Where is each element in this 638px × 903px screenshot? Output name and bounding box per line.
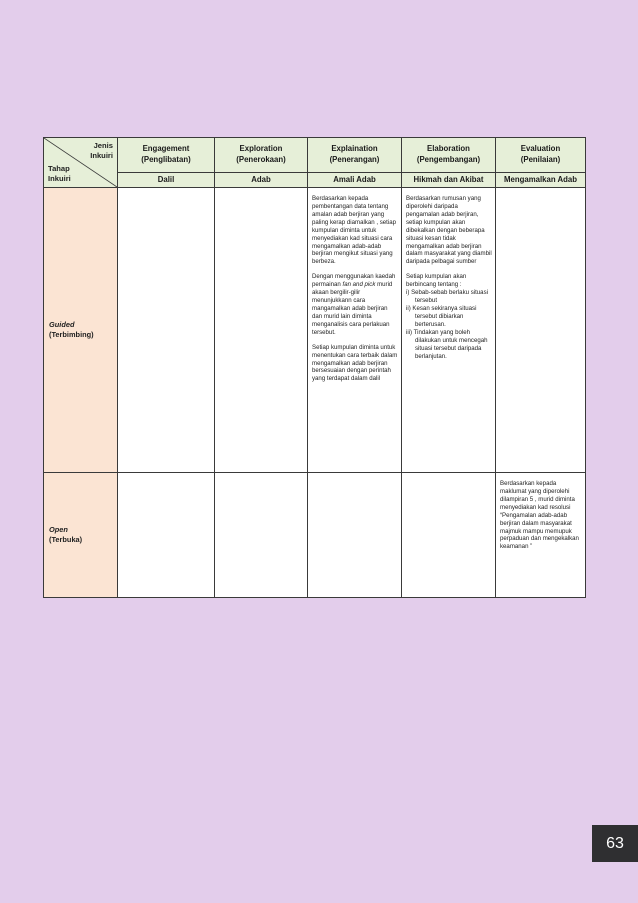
cell-guided-explaination: Berdasarkan kepada pembentangan data tentang amalan adab berjiran yang paling kerap diamalkan , setiap kumpulan diminta untuk menyediakan kad situasi cara mengamalkan adab-adab berjiran mengikut situasi yang berbeza. Dengan menggunakan kaedah permainan fan and pick murid akaan bergilir-gilir menunjukkann cara mangamalkan adab berjiran dan murid lain diminta menganalisis cara perlakuan tersebut. Setiap kumpulan diminta untuk menentukan cara terbaik dalam mengamalkan adab berjiran bersesuaian dengan perintah yang terdapat dalam dalil (308, 188, 402, 473)
inquiry-table (43, 137, 586, 598)
table-corner-header (44, 138, 118, 188)
column-header-exploration: Exploration (Penerokaan) (215, 138, 308, 173)
cell-guided-elaboration: Berdasarkan rumusan yang diperolehi daripada pengamalan adab berjiran, setiap kumpulan akan dibekalkan dengan beberapa situasi kesan tidak mengamalkan adab berjiran dalam masyarakat yang diambil daripada pelbagai sumber Setiap kumpulan akan berbincang tentang : i) Sebab-sebab berlaku situasi tersebut ii) Kesan sekiranya situasi tersebut dibiarkan berterusan. iii) Tindakan yang boleh dilakukan untuk mencegah situasi tersebut daripada berlanjutan. (402, 188, 496, 473)
list-item: ii) Kesan sekiranya situasi tersebut dibiarkan berterusan. (406, 304, 477, 328)
list-item: i) Sebab-sebab berlaku situasi tersebut (406, 289, 488, 305)
cell-guided-exploration (215, 188, 308, 473)
corner-label-jenis: Jenis Inkuiri (90, 141, 113, 160)
corner-label-tahap: Tahap Inkuiri (48, 164, 71, 184)
column-label-amali-adab: Amali Adab (308, 173, 402, 188)
cell-open-explaination (308, 473, 402, 598)
cell-open-engagement (118, 473, 215, 598)
column-header-explaination: Explaination (Penerangan) (308, 138, 402, 173)
table-row-guided (44, 188, 586, 473)
column-header-engagement: Engagement (Penglibatan) (118, 138, 215, 173)
column-label-hikmah-dan-akibat: Hikmah dan Akibat (402, 173, 496, 188)
cell-guided-evaluation (496, 188, 586, 473)
column-label-dalil: Dalil (118, 173, 215, 188)
cell-open-evaluation: Berdasarkan kepada maklumat yang diperolehi dilampiran 5 , murid diminta menyediakan kad resolusi “Pengamalan adab-adab berjiran dalam masyarakat majmuk mampu memupuk perpaduan dan mengekalkan keamanan ” (496, 473, 586, 598)
column-header-elaboration: Elaboration (Pengembangan) (402, 138, 496, 173)
cell-open-elaboration (402, 473, 496, 598)
column-header-evaluation: Evaluation (Penilaian) (496, 138, 586, 173)
column-label-mengamalkan-adab: Mengamalkan Adab (496, 173, 586, 188)
page-number-badge: 63 (592, 825, 638, 862)
cell-guided-engagement (118, 188, 215, 473)
inquiry-table-sheet (43, 137, 585, 597)
table-row-open (44, 473, 586, 598)
list-item: iii) Tindakan yang boleh dilakukan untuk mencegah situasi tersebut daripada berlanjutan. (406, 328, 488, 360)
elaboration-discussion-list (406, 289, 492, 360)
cell-open-exploration (215, 473, 308, 598)
row-label-open: Open (Terbuka) (44, 473, 118, 598)
column-label-adab: Adab (215, 173, 308, 188)
row-label-guided: Guided (Terbimbing) (44, 188, 118, 473)
